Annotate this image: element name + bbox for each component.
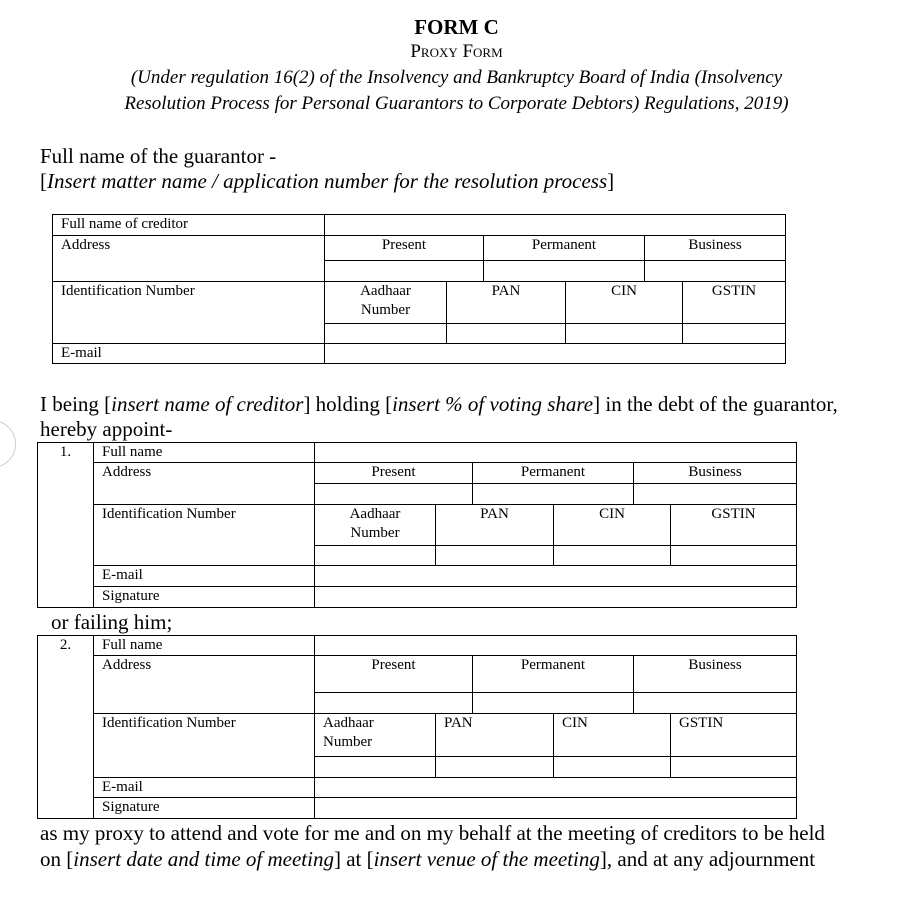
proxy-1-aadhaar-field[interactable]	[315, 546, 436, 566]
proxy-1-cin-field[interactable]	[554, 546, 671, 566]
closing-line-1: as my proxy to attend and vote for me and on my behalf at the meeting of creditors to be held	[40, 821, 825, 845]
aadhaar-line-2: Number	[360, 302, 411, 318]
aadhaar-line-1: Aadhaar	[360, 283, 411, 299]
proxy-2-gstin-header: GSTIN	[671, 714, 797, 757]
proxy-1-signature-label: Signature	[94, 587, 315, 608]
proxy-1-business-header: Business	[634, 463, 797, 484]
window-edge-arc	[0, 420, 16, 468]
proxy-2-business-field[interactable]	[634, 693, 797, 714]
regulation-reference	[0, 65, 913, 117]
proxy-2-full-name-label: Full name	[94, 636, 315, 656]
meeting-venue-placeholder: insert venue of the meeting	[373, 847, 600, 871]
matter-placeholder: Insert matter name / application number for the resolution process	[47, 169, 608, 193]
proxy-2-id-label: Identification Number	[94, 714, 315, 778]
creditor-details-table	[52, 214, 786, 364]
proxy-2-full-name-field[interactable]	[315, 636, 797, 656]
proxy-2-signature-label: Signature	[94, 798, 315, 819]
proxy-2-gstin-field[interactable]	[671, 757, 797, 778]
creditor-aadhaar-header	[325, 282, 447, 324]
appoint-text-a: I being [	[40, 392, 112, 416]
creditor-pan-header: PAN	[447, 282, 566, 324]
creditor-address-present-header: Present	[325, 236, 484, 261]
bracket-close: ]	[607, 169, 615, 193]
failing-him-text: or failing him;	[51, 610, 173, 634]
proxy-1-table	[37, 442, 797, 608]
proxy-2-present-field[interactable]	[315, 693, 473, 714]
creditor-address-business-header: Business	[645, 236, 786, 261]
proxy-2-number: 2.	[38, 636, 94, 819]
voting-share-placeholder: insert % of voting share	[392, 392, 594, 416]
proxy-2-permanent-header: Permanent	[473, 656, 634, 693]
creditor-address-permanent-header: Permanent	[484, 236, 645, 261]
creditor-email-field[interactable]	[325, 344, 786, 364]
proxy-1-gstin-header: GSTIN	[671, 505, 797, 546]
creditor-address-label: Address	[53, 236, 325, 282]
proxy-1-permanent-header: Permanent	[473, 463, 634, 484]
proxy-1-email-label: E-mail	[94, 566, 315, 587]
proxy-2-signature-field[interactable]	[315, 798, 797, 819]
creditor-address-business-field[interactable]	[645, 261, 786, 282]
proxy-2-email-label: E-mail	[94, 778, 315, 798]
proxy-1-full-name-label: Full name	[94, 443, 315, 463]
proxy-2-cin-header: CIN	[554, 714, 671, 757]
proxy-1-number: 1.	[38, 443, 94, 608]
creditor-email-label: E-mail	[53, 344, 325, 364]
aadhaar-line-1: Aadhaar	[323, 715, 374, 731]
creditor-cin-header: CIN	[566, 282, 683, 324]
proxy-1-full-name-field[interactable]	[315, 443, 797, 463]
proxy-1-id-label: Identification Number	[94, 505, 315, 566]
proxy-2-email-field[interactable]	[315, 778, 797, 798]
proxy-2-business-header: Business	[634, 656, 797, 693]
creditor-pan-field[interactable]	[447, 324, 566, 344]
proxy-2-pan-header: PAN	[436, 714, 554, 757]
proxy-1-permanent-field[interactable]	[473, 484, 634, 505]
regulation-line-1: (Under regulation 16(2) of the Insolvency and Bankruptcy Board of India (Insolvency	[130, 67, 783, 88]
proxy-1-present-field[interactable]	[315, 484, 473, 505]
closing-text-c: ] at [	[333, 847, 374, 871]
bracket-open: [	[40, 169, 47, 193]
proxy-1-signature-field[interactable]	[315, 587, 797, 608]
creditor-cin-field[interactable]	[566, 324, 683, 344]
proxy-1-present-header: Present	[315, 463, 473, 484]
proxy-1-cin-header: CIN	[554, 505, 671, 546]
proxy-2-permanent-field[interactable]	[473, 693, 634, 714]
creditor-address-permanent-field[interactable]	[484, 261, 645, 282]
proxy-1-address-label: Address	[94, 463, 315, 505]
appointment-line-1	[40, 391, 838, 417]
proxy-1-pan-header: PAN	[436, 505, 554, 546]
creditor-id-label: Identification Number	[53, 282, 325, 344]
closing-text-e: ], and at any adjournment	[599, 847, 816, 871]
creditor-full-name-label: Full name of creditor	[53, 215, 325, 236]
matter-placeholder-line	[40, 168, 614, 194]
form-title: FORM C	[414, 15, 499, 39]
creditor-gstin-field[interactable]	[683, 324, 786, 344]
creditor-gstin-header: GSTIN	[683, 282, 786, 324]
aadhaar-line-2: Number	[323, 734, 373, 750]
proxy-2-aadhaar-field[interactable]	[315, 757, 436, 778]
appoint-text-c: ] holding [	[303, 392, 393, 416]
proxy-2-table	[37, 635, 797, 819]
form-subtitle: Proxy Form	[410, 41, 503, 62]
appoint-text-e: ] in the debt of the guarantor,	[593, 392, 838, 416]
creditor-name-placeholder: insert name of creditor	[111, 392, 304, 416]
guarantor-name-label: Full name of the guarantor -	[40, 144, 277, 168]
closing-line-2	[40, 846, 815, 872]
appointment-line-2: hereby appoint-	[40, 417, 173, 441]
creditor-aadhaar-field[interactable]	[325, 324, 447, 344]
aadhaar-line-2: Number	[350, 525, 400, 541]
regulation-line-2: Resolution Process for Personal Guarantors to Corporate Debtors) Regulations, 2019)	[124, 93, 789, 114]
proxy-1-aadhaar-header	[315, 505, 436, 546]
closing-text-a: on [	[40, 847, 74, 871]
proxy-2-present-header: Present	[315, 656, 473, 693]
proxy-1-email-field[interactable]	[315, 566, 797, 587]
creditor-full-name-field[interactable]	[325, 215, 786, 236]
proxy-1-business-field[interactable]	[634, 484, 797, 505]
proxy-2-pan-field[interactable]	[436, 757, 554, 778]
meeting-datetime-placeholder: insert date and time of meeting	[73, 847, 334, 871]
aadhaar-line-1: Aadhaar	[349, 506, 401, 522]
proxy-2-address-label: Address	[94, 656, 315, 714]
proxy-2-aadhaar-header	[315, 714, 436, 757]
proxy-1-pan-field[interactable]	[436, 546, 554, 566]
proxy-2-cin-field[interactable]	[554, 757, 671, 778]
creditor-address-present-field[interactable]	[325, 261, 484, 282]
proxy-1-gstin-field[interactable]	[671, 546, 797, 566]
